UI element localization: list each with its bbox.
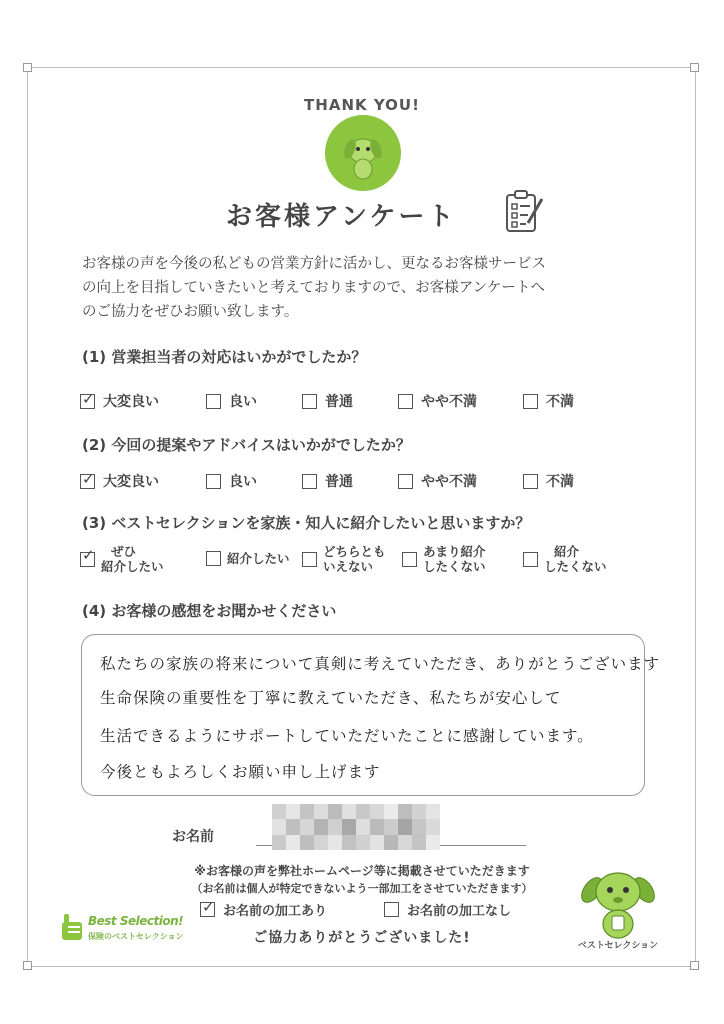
- publication-notice-sub: （お名前は個人が特定できないよう一部加工をさせていただきます）: [191, 882, 533, 895]
- corner-mark: [690, 961, 699, 970]
- checkbox[interactable]: [398, 474, 413, 489]
- checkbox[interactable]: [206, 551, 221, 566]
- page-title: お客様アンケート: [226, 202, 457, 232]
- checkbox[interactable]: [523, 474, 538, 489]
- thank-you-heading: THANK YOU!: [304, 96, 420, 114]
- question-2-label: (2) 今回の提案やアドバイスはいかがでしたか？: [82, 436, 411, 454]
- closing-message: ご協力ありがとうございました!: [253, 930, 471, 946]
- intro-text: [82, 252, 642, 324]
- corner-mark: [23, 63, 32, 72]
- checkbox-checked[interactable]: ✓: [80, 552, 95, 567]
- checkbox[interactable]: [302, 394, 317, 409]
- hand-logo-icon: [60, 912, 86, 942]
- handwritten-line: 生活できるようにサポートしていただいたことに感謝しています。: [100, 727, 594, 745]
- publication-notice: ※お客様の声を弊社ホームページ等に掲載させていただきます: [194, 864, 530, 878]
- q1-option-4[interactable]: やや不満: [398, 390, 477, 412]
- intro-line: お客様の声を今後の私どもの営業方針に活かし、更なるお客様サービス: [82, 256, 546, 272]
- checkbox[interactable]: [398, 394, 413, 409]
- checkbox[interactable]: [384, 902, 399, 917]
- intro-line: のご協力をぜひお願い致します。: [82, 304, 299, 320]
- corner-mark: [23, 961, 32, 970]
- checkbox[interactable]: [302, 474, 317, 489]
- checkbox[interactable]: [206, 394, 221, 409]
- handwritten-line: 今後ともよろしくお願い申し上げます: [100, 763, 381, 781]
- checkbox-checked[interactable]: ✓: [82, 389, 95, 408]
- mascot-icon: [325, 115, 401, 191]
- q3-option-4[interactable]: あまり紹介 したくない: [402, 544, 486, 574]
- intro-line: の向上を目指していきたいと考えておりますので、お客様アンケートへ: [82, 280, 545, 296]
- mascot-label: ベストセレクション: [577, 941, 659, 951]
- name-mosaic: [272, 804, 440, 850]
- checkbox[interactable]: [302, 552, 317, 567]
- name-processing-no[interactable]: お名前の加工なし: [384, 898, 511, 920]
- q3-option-1[interactable]: ✓ ぜひ 紹介したい: [82, 544, 164, 574]
- question-3-label: (3) ベストセレクションを家族・知人に紹介したいと思いますか？: [82, 514, 531, 532]
- checkbox-checked[interactable]: ✓: [202, 897, 215, 916]
- q2-option-5[interactable]: 不満: [523, 470, 574, 492]
- q2-option-1[interactable]: ✓ 大変良い: [82, 469, 159, 490]
- q2-option-4[interactable]: やや不満: [398, 470, 477, 492]
- q2-option-2[interactable]: 良い: [206, 470, 257, 492]
- question-1-label: (1) 営業担当者の対応はいかがでしたか？: [82, 348, 367, 366]
- q3-option-5[interactable]: 紹介 したくない: [523, 544, 607, 574]
- corner-mark: [690, 63, 699, 72]
- handwritten-line: 生命保険の重要性を丁寧に教えていただき、私たちが安心して: [100, 689, 562, 707]
- q1-option-2[interactable]: 良い: [206, 390, 257, 412]
- q3-option-3[interactable]: どちらとも いえない: [302, 544, 386, 574]
- name-processing-yes[interactable]: ✓ お名前の加工あり: [202, 897, 328, 919]
- checkbox[interactable]: [402, 552, 417, 567]
- handwritten-line: 私たちの家族の将来について真剣に考えていただき、ありがとうございます: [100, 655, 661, 673]
- mascot-icon: [578, 868, 658, 940]
- name-label: お名前: [172, 829, 214, 845]
- checkbox[interactable]: [206, 474, 221, 489]
- q2-option-3[interactable]: 普通: [302, 470, 353, 492]
- question-4-label: (4) お客様の感想をお聞かせください: [82, 602, 337, 620]
- company-logo: Best Selection! 保険のベストセレクション: [60, 912, 182, 946]
- checkbox-checked[interactable]: ✓: [82, 469, 95, 488]
- q1-option-3[interactable]: 普通: [302, 390, 353, 412]
- checkbox[interactable]: [523, 552, 538, 567]
- clipboard-icon: [504, 189, 546, 235]
- q3-option-2[interactable]: 紹介したい: [206, 551, 290, 566]
- q1-option-5[interactable]: 不満: [523, 390, 574, 412]
- checkbox[interactable]: [523, 394, 538, 409]
- q1-option-1[interactable]: ✓ 大変良い: [82, 389, 159, 410]
